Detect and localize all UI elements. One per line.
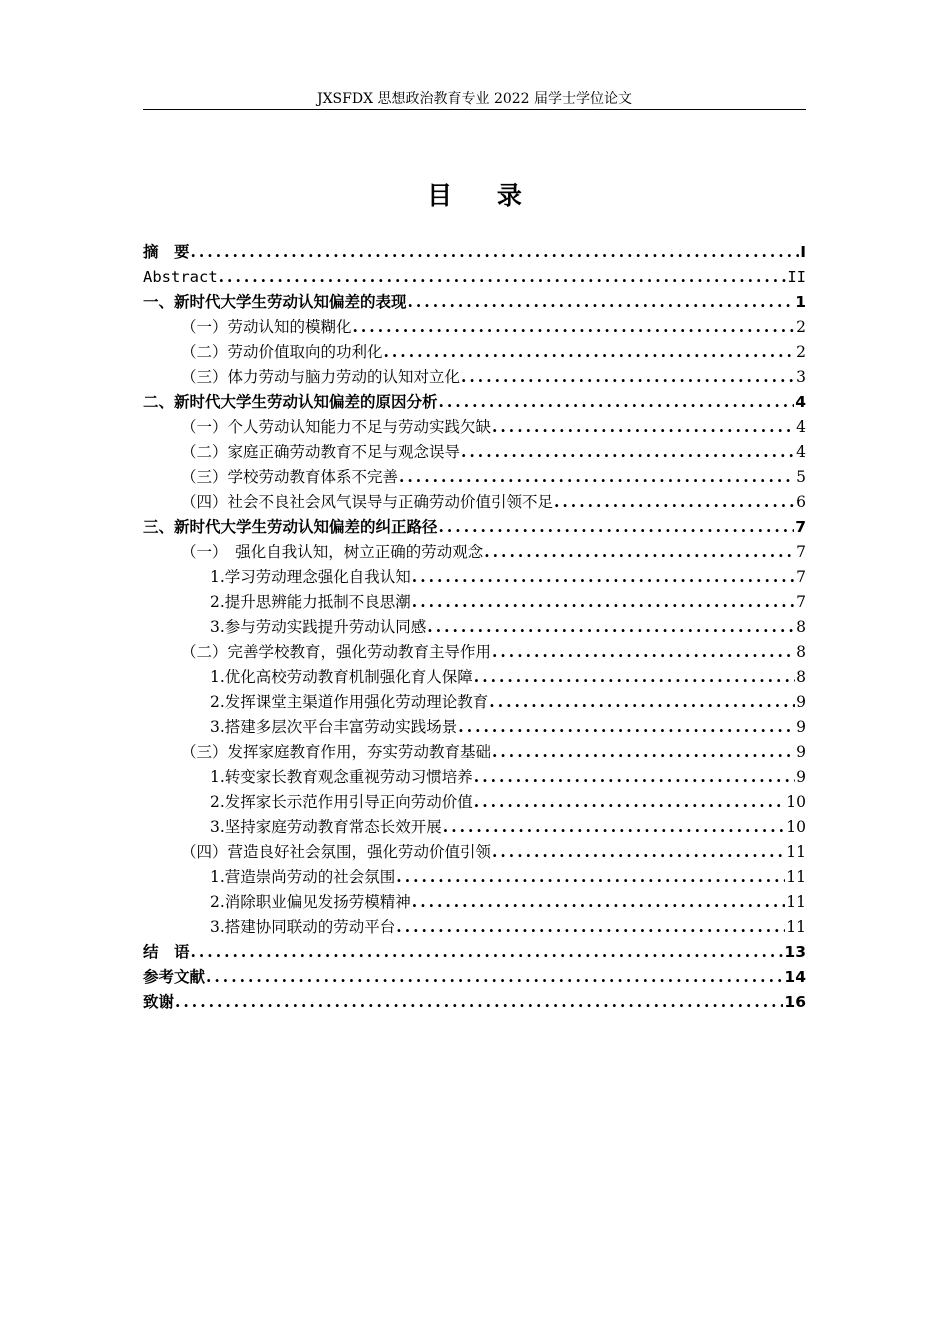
toc-entry-page: 4 (795, 393, 806, 411)
toc-entry[interactable] (143, 739, 806, 764)
toc-entry[interactable] (143, 464, 806, 489)
toc-entry[interactable] (143, 314, 806, 339)
toc-entry-label: 2.发挥家长示范作用引导正向劳动价值 (210, 793, 473, 811)
toc-entry-page: 4 (796, 443, 806, 461)
toc-entry-label: （一） 强化自我认知，树立正确的劳动观念 (181, 543, 484, 561)
toc-entry[interactable] (143, 614, 806, 639)
toc-entry[interactable] (143, 339, 806, 364)
toc-entry-label: 1.优化高校劳动教育机制强化育人保障 (210, 668, 473, 686)
toc-entry-label: （一）劳动认知的模糊化 (181, 318, 352, 336)
toc-dot-leader (458, 714, 795, 739)
toc-dot-leader (399, 464, 795, 489)
toc-entry-page: 13 (784, 943, 806, 961)
header-rule (143, 109, 806, 110)
toc-dot-leader (492, 639, 795, 664)
toc-entry[interactable] (143, 364, 806, 389)
toc-entry[interactable] (143, 489, 806, 514)
toc-entry-label: 2.提升思辨能力抵制不良思潮 (210, 593, 411, 611)
toc-entry-label: （二）劳动价值取向的功利化 (181, 343, 383, 361)
toc-dot-leader (191, 239, 800, 264)
toc-entry[interactable] (143, 914, 806, 939)
toc-entry-label: 2.发挥课堂主渠道作用强化劳动理论教育 (210, 693, 489, 711)
toc-entry[interactable] (143, 689, 806, 714)
toc-dot-leader (439, 514, 795, 539)
toc-entry-label: （四）社会不良社会风气误导与正确劳动价值引领不足 (181, 493, 554, 511)
toc-dot-leader (461, 364, 795, 389)
toc-entry-page: 9 (796, 768, 806, 786)
running-header: JXSFDX 思想政治教育专业 2022 届学士学位论文 (316, 91, 633, 107)
toc-entry-page: 11 (786, 918, 806, 936)
toc-entry-page: 8 (796, 643, 806, 661)
toc-dot-leader (384, 339, 796, 364)
toc-entry-label: 二、新时代大学生劳动认知偏差的原因分析 (143, 393, 438, 411)
toc-dot-leader (492, 414, 795, 439)
toc-entry-page: 16 (784, 993, 806, 1011)
toc-dot-leader (412, 589, 795, 614)
toc-entry[interactable] (143, 264, 806, 289)
toc-dot-leader (484, 539, 795, 564)
toc-entry[interactable] (143, 939, 806, 964)
toc-entry[interactable] (143, 564, 806, 589)
toc-entry-label: 3.搭建多层次平台丰富劳动实践场景 (210, 718, 458, 736)
toc-dot-leader (474, 789, 785, 814)
toc-entry-label: 结 语 (143, 943, 190, 961)
toc-entry-label: （三）学校劳动教育体系不完善 (181, 468, 399, 486)
toc-entry-page: 9 (796, 743, 806, 761)
toc-entry-page: 10 (786, 818, 806, 836)
toc-dot-leader (474, 664, 795, 689)
toc-entry-label: 1.营造崇尚劳动的社会氛围 (210, 868, 396, 886)
toc-entry-page: 5 (796, 468, 806, 486)
toc-entry-page: 7 (796, 593, 806, 611)
toc-entry-page: 11 (786, 868, 806, 886)
toc-entry-label: （二）完善学校教育，强化劳动教育主导作用 (181, 643, 492, 661)
toc-entry-page: 8 (796, 668, 806, 686)
toc-title: 目 录 (427, 181, 540, 210)
toc-dot-leader (191, 939, 784, 964)
toc-entry-page: 14 (784, 968, 806, 986)
toc-entry-label: （三）体力劳动与脑力劳动的认知对立化 (181, 368, 461, 386)
toc-dot-leader (353, 314, 796, 339)
toc-entry-label: 参考文献 (143, 968, 206, 986)
toc-entry[interactable] (143, 714, 806, 739)
toc-entry-page: 10 (786, 793, 806, 811)
toc-entry[interactable] (143, 539, 806, 564)
toc-entry-label: （二）家庭正确劳动教育不足与观念误导 (181, 443, 461, 461)
toc-entry-label: 摘 要 (143, 243, 190, 261)
table-of-contents (143, 239, 806, 1014)
toc-entry-page: 3 (796, 368, 806, 386)
toc-entry-page: 6 (796, 493, 806, 511)
toc-dot-leader (412, 564, 795, 589)
toc-dot-leader (489, 689, 795, 714)
toc-entry-page: 11 (786, 893, 806, 911)
toc-entry-label: 三、新时代大学生劳动认知偏差的纠正路径 (143, 518, 438, 536)
toc-entry[interactable] (143, 589, 806, 614)
toc-dot-leader (554, 489, 795, 514)
toc-entry[interactable] (143, 864, 806, 889)
toc-dot-leader (492, 839, 785, 864)
toc-entry-label: 一、新时代大学生劳动认知偏差的表现 (143, 293, 407, 311)
toc-entry[interactable] (143, 989, 806, 1014)
toc-entry[interactable] (143, 439, 806, 464)
toc-entry-page: I (800, 243, 806, 261)
toc-entry-page: 9 (796, 693, 806, 711)
toc-entry-label: Abstract (143, 268, 218, 286)
toc-entry-label: 3.参与劳动实践提升劳动认同感 (210, 618, 427, 636)
toc-dot-leader (427, 614, 795, 639)
toc-entry-page: II (787, 268, 806, 286)
toc-dot-leader (396, 914, 785, 939)
toc-entry[interactable] (143, 839, 806, 864)
toc-dot-leader (206, 964, 783, 989)
toc-entry[interactable] (143, 664, 806, 689)
toc-entry-label: 1.转变家长教育观念重视劳动习惯培养 (210, 768, 473, 786)
toc-entry[interactable] (143, 289, 806, 314)
toc-entry-page: 7 (796, 543, 806, 561)
toc-dot-leader (412, 889, 785, 914)
toc-dot-leader (408, 289, 795, 314)
toc-entry-page: 7 (796, 568, 806, 586)
toc-dot-leader (219, 264, 787, 289)
toc-entry-label: 1.学习劳动理念强化自我认知 (210, 568, 411, 586)
toc-entry[interactable] (143, 964, 806, 989)
toc-entry-label: （四）营造良好社会氛围，强化劳动价值引领 (181, 843, 492, 861)
toc-dot-leader (461, 439, 795, 464)
toc-dot-leader (439, 389, 795, 414)
toc-entry[interactable] (143, 764, 806, 789)
toc-entry-label: 2.消除职业偏见发扬劳模精神 (210, 893, 411, 911)
toc-entry-label: 3.搭建协同联动的劳动平台 (210, 918, 396, 936)
toc-dot-leader (175, 989, 783, 1014)
toc-entry-label: （一）个人劳动认知能力不足与劳动实践欠缺 (181, 418, 492, 436)
toc-entry-page: 4 (796, 418, 806, 436)
toc-entry[interactable] (143, 414, 806, 439)
toc-entry-page: 8 (796, 618, 806, 636)
toc-dot-leader (396, 864, 785, 889)
toc-entry-label: 致谢 (143, 993, 175, 1011)
toc-dot-leader (474, 764, 795, 789)
toc-entry-page: 7 (795, 518, 806, 536)
toc-entry-page: 1 (795, 293, 806, 311)
toc-dot-leader (443, 814, 785, 839)
toc-dot-leader (492, 739, 795, 764)
toc-entry-page: 2 (796, 318, 806, 336)
toc-entry[interactable] (143, 639, 806, 664)
toc-entry[interactable] (143, 789, 806, 814)
toc-entry-page: 11 (786, 843, 806, 861)
toc-entry-page: 9 (796, 718, 806, 736)
toc-entry[interactable] (143, 239, 806, 264)
toc-entry[interactable] (143, 514, 806, 539)
toc-entry[interactable] (143, 889, 806, 914)
toc-entry[interactable] (143, 389, 806, 414)
toc-entry-label: 3.坚持家庭劳动教育常态长效开展 (210, 818, 442, 836)
toc-entry-page: 2 (796, 343, 806, 361)
toc-entry[interactable] (143, 814, 806, 839)
toc-entry-label: （三）发挥家庭教育作用，夯实劳动教育基础 (181, 743, 492, 761)
